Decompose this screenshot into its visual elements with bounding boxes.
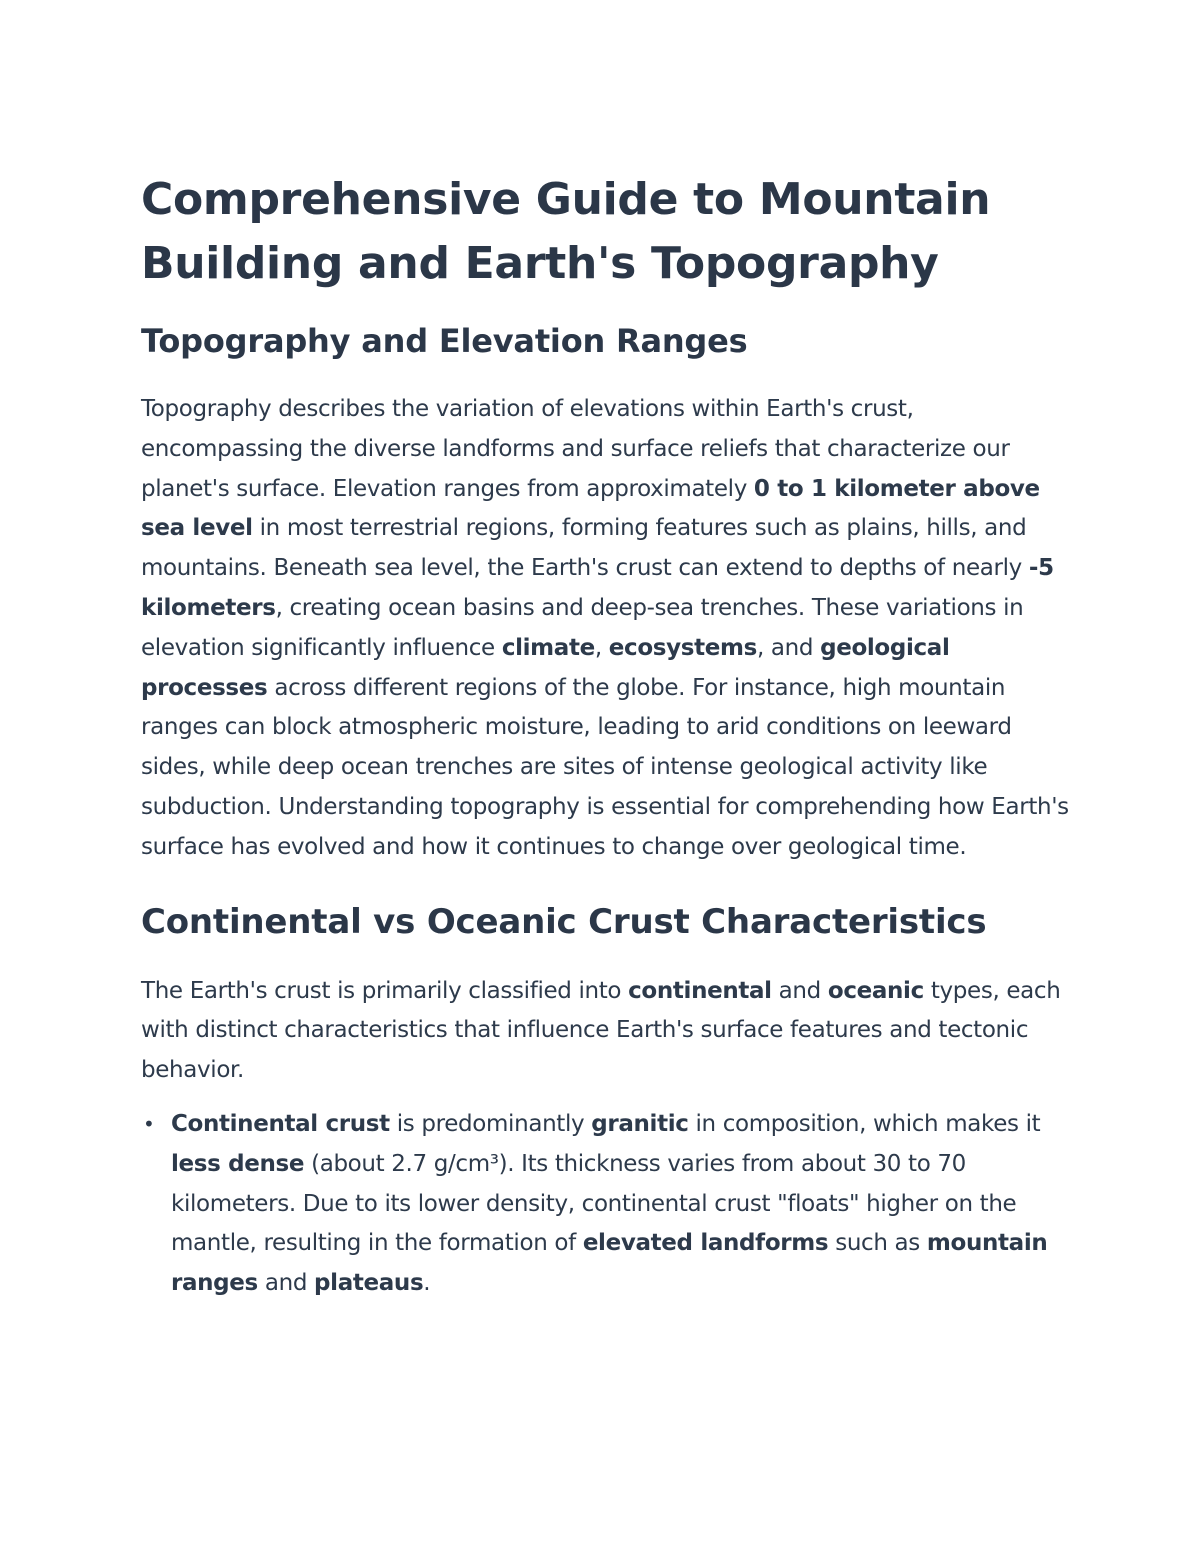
text-run: across different regions of the globe. For instance, high mountain ranges can block atmospheric moisture, leading to arid conditions on leeward sides, while deep ocean trenches are sites of intense geological activity like subduction. Understanding topography is essential for comprehending how Earth's surface has evolved and how it continues to change over geological time. (141, 674, 1069, 860)
bold-run: oceanic (827, 977, 924, 1004)
text-run: The Earth's crust is primarily classified into (141, 977, 629, 1004)
bold-run: continental (628, 977, 772, 1004)
bold-run: climate (501, 634, 595, 661)
paragraph-crust-intro (141, 972, 1071, 1091)
text-run: Topography describes the variation of elevations within Earth's crust, encompassing the diverse landforms and surface reliefs that characterize our planet's surface. Elevation ranges from approximately (141, 396, 1010, 502)
bold-run: 0 to 1 kilometer above sea level (141, 475, 1040, 542)
bold-run: plateaus (314, 1270, 424, 1297)
text-run: such as (828, 1230, 927, 1257)
bold-run: elevated landforms (582, 1230, 829, 1257)
text-run: , and (756, 634, 821, 661)
page-title: Comprehensive Guide to Mountain Building and Earth's Topography (141, 174, 991, 289)
bold-run: -5 kilometers (141, 555, 1054, 621)
text-run: , creating ocean basins and deep-sea trenches. These variations in elevation significantly influence (141, 594, 1024, 661)
bold-run: mountain ranges (171, 1230, 1048, 1297)
text-run: and (257, 1270, 315, 1297)
bold-run: less dense (171, 1150, 305, 1177)
list-item (141, 1105, 1071, 1304)
bold-run: ecosystems (608, 634, 757, 661)
section-heading-topography: Topography and Elevation Ranges (141, 322, 748, 360)
paragraph-topography (141, 390, 1071, 868)
bold-run: granitic (591, 1110, 689, 1137)
text-run: , (594, 634, 609, 661)
text-run: types, each with distinct characteristics that influence Earth's surface features and tectonic behavior. (141, 977, 1061, 1084)
bullet-list (141, 1105, 1071, 1304)
bold-run: Continental crust (171, 1110, 390, 1137)
bold-run: geological processes (141, 634, 950, 701)
document-page (141, 168, 1071, 1304)
text-run: in most terrestrial regions, forming features such as plains, hills, and mountains. Beneath sea level, the Earth's crust can extend to depths of nearly (141, 515, 1029, 582)
text-run: in composition, which makes it (688, 1110, 1041, 1137)
section-heading-crust: Continental vs Oceanic Crust Characteristics (141, 901, 987, 942)
text-run: is predominantly (389, 1110, 592, 1137)
text-run: . (423, 1270, 431, 1297)
text-run: and (771, 977, 828, 1004)
bullet-icon: • (143, 1111, 155, 1136)
text-run: (about 2.7 g/cm³). Its thickness varies from about 30 to 70 kilometers. Due to its lower density, continental crust "floats" higher on the mantle, resulting in the formation of (171, 1150, 1017, 1257)
